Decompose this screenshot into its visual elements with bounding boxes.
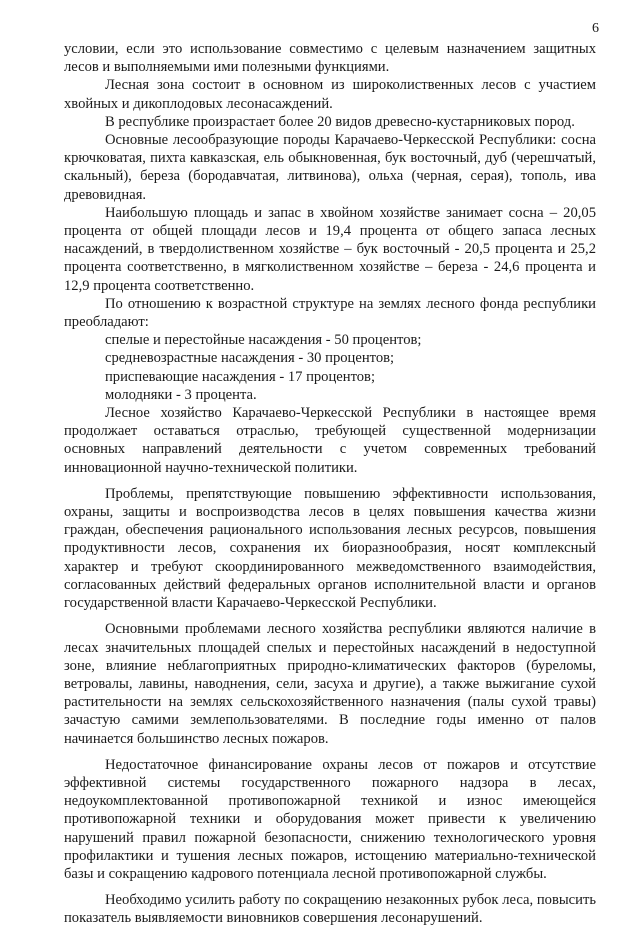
paragraph: По отношению к возрастной структуре на землях лесного фонда республики преобладают:	[64, 295, 596, 331]
list-item: приспевающие насаждения - 17 процентов;	[105, 368, 375, 385]
paragraph: Проблемы, препятствующие повышению эффективности использования, охраны, защиты и воспроизводства лесов в целях повышения качества жизни граждан, обеспечения рационального использования лесных ресурсов, повышения продуктивности лесов, сохранения их биоразнообразия, носят комплексный характер и требуют скоординированного межведомственного взаимодействия, согласованных действий федеральных органов исполнительной власти и органов государственной власти Карачаево-Черкесской Республики.	[64, 485, 596, 612]
list-item: средневозрастные насаждения - 30 процентов;	[105, 350, 395, 367]
paragraph: Лесное хозяйство Карачаево-Черкесской Республики в настоящее время продолжает оставаться отраслью, требующей существенной модернизации основных направлений деятельности с учетом современных требований инновационной научно-технической политики.	[64, 405, 596, 476]
list-item: молодняки - 3 процента.	[105, 386, 257, 403]
paragraph: Основные лесообразующие породы Карачаево-Черкесской Республики: сосна крючковатая, пихта кавказская, ель обыкновенная, бук восточный, дуб (черешчатый, скальный), береза (бородавчатая, литвинова), ольха (черная, серая), тополь, ива древовидная.	[64, 132, 596, 203]
paragraph: Наибольшую площадь и запас в хвойном хозяйстве занимает сосна – 20,05 процента от общей площади лесов и 19,4 процента от общего запаса лесных насаждений, в твердолиственном хозяйстве – бук восточный - 20,5 процента и 25,2 процента соответственно, в мягколиственном хозяйстве – береза - 24,6 процента и 12,9 процента соответственно.	[64, 204, 596, 294]
paragraph: Основными проблемами лесного хозяйства республики являются наличие в лесах значительных площадей спелых и перестойных насаждений в недоступной зоне, влияние неблагоприятных природно-климатических факторов (буреломы, ветровалы, лавины, наводнения, сели, засуха и другие), а также выжигание сухой растительности на землях сельскохозяйственного назначения (палы сухой травы) зачастую самими землепользователями. В последние годы именно от палов начинается большинство лесных пожаров.	[64, 621, 596, 747]
paragraph: Недостаточное финансирование охраны лесов от пожаров и отсутствие эффективной системы государственного пожарного надзора в лесах, недоукомплектованной противопожарной техникой и износ имеющейся противопожарной техники и оборудования может привести к увеличению нарушений правил пожарной безопасности, снижению технологического уровня профилактики и тушения лесных пожаров, истощению материально-технической базы и сокращению кадрового потенциала лесной противопожарной службы.	[64, 756, 596, 882]
age-structure-list	[64, 331, 596, 404]
page-number: 6	[592, 21, 599, 36]
paragraph: В республике произрастает более 20 видов древесно-кустарниковых пород.	[105, 113, 575, 130]
paragraph: условии, если это использование совместимо с целевым назначением защитных лесов и выполняемыми ими полезными функциями.	[64, 41, 596, 76]
paragraph: Лесная зона состоит в основном из широколиственных лесов с участием хвойных и дикоплодовых лесонасаждений.	[64, 77, 596, 112]
paragraph: Необходимо усилить работу по сокращению незаконных рубок леса, повысить показатель выявляемости виновников совершения лесонарушений.	[64, 892, 596, 927]
list-item: спелые и перестойные насаждения - 50 процентов;	[105, 332, 422, 349]
document-body	[64, 40, 596, 928]
